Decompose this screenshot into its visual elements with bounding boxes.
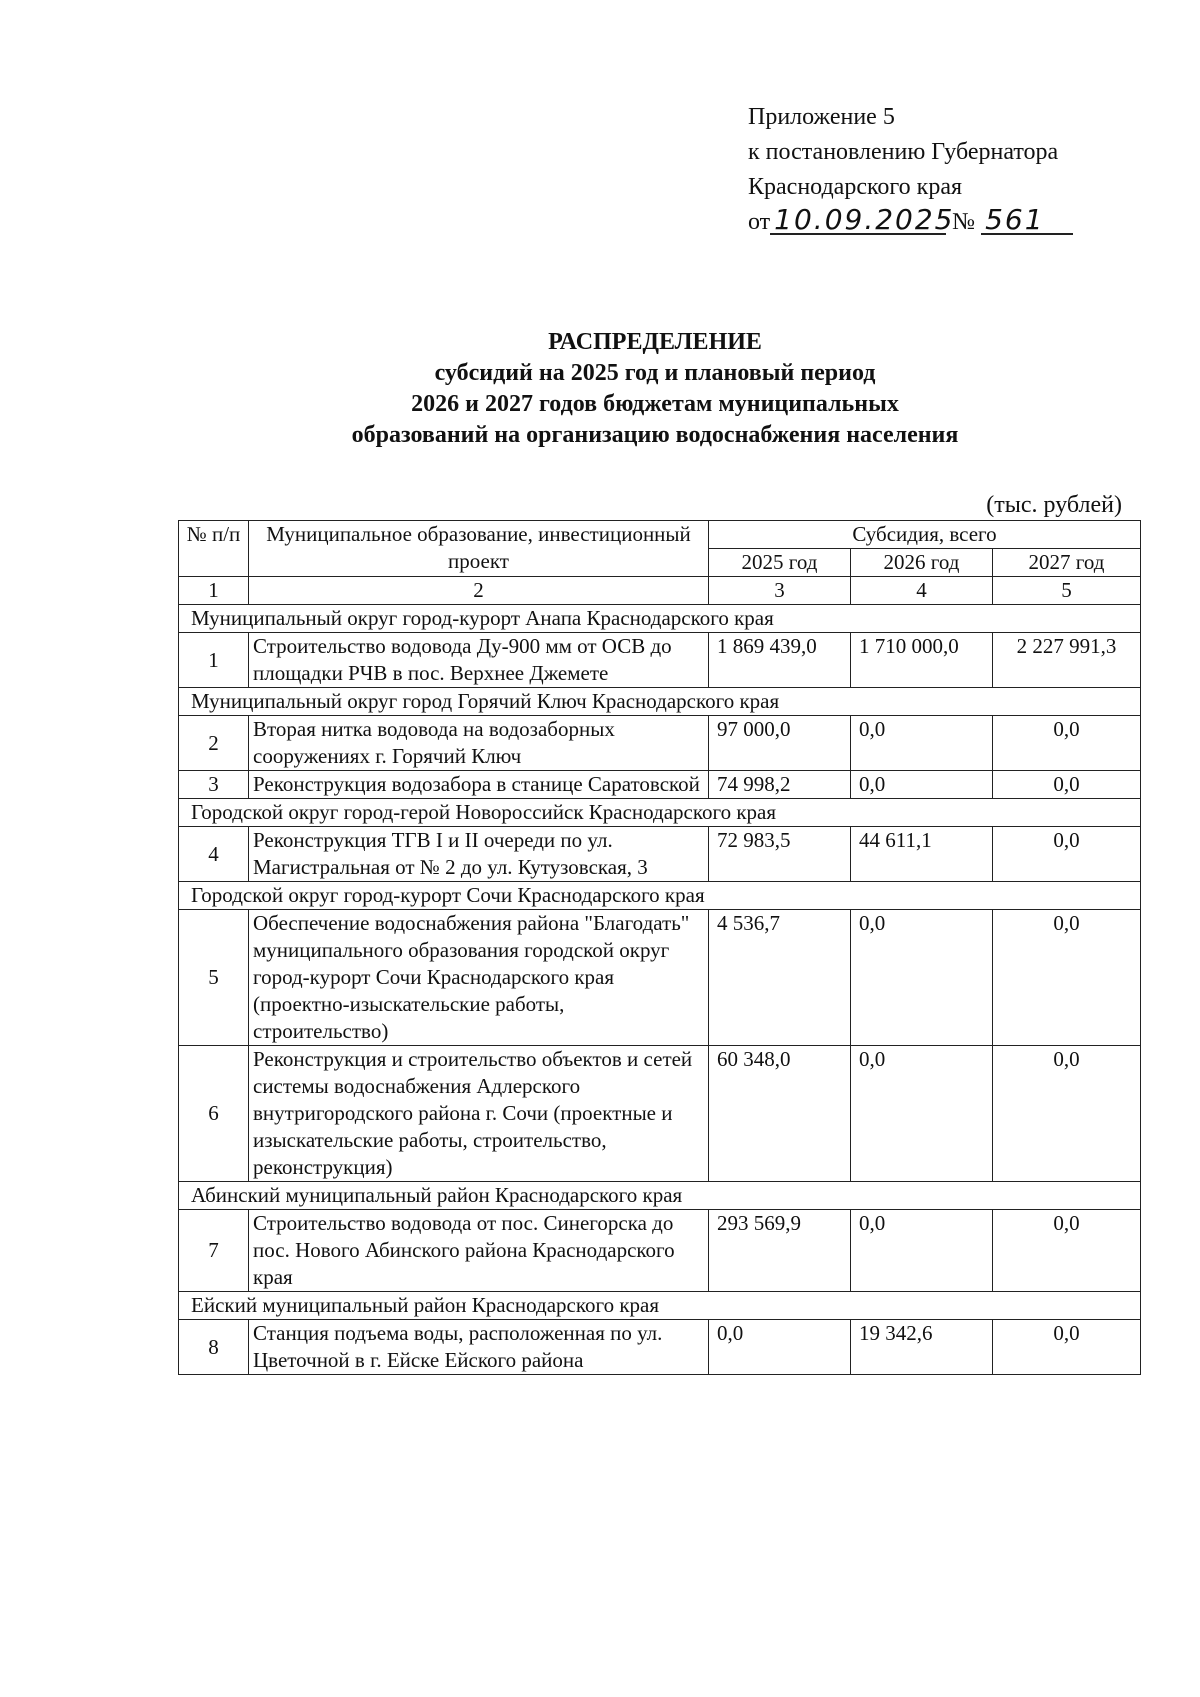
document-title: [0, 327, 1200, 451]
value-2025: 72 983,5: [709, 827, 851, 882]
colnum-3: 3: [709, 577, 851, 605]
table-row: [179, 633, 1141, 688]
value-2026: 0,0: [851, 1210, 993, 1292]
colnum-4: 4: [851, 577, 993, 605]
table-header-row: [179, 521, 1141, 549]
value-2026: 19 342,6: [851, 1320, 993, 1375]
project-name: Станция подъема воды, расположенная по ул. Цветочной в г. Ейске Ейского района: [249, 1320, 709, 1375]
value-2025: 97 000,0: [709, 716, 851, 771]
project-name: Обеспечение водоснабжения района "Благодать" муниципального образования городской округ город-курорт Сочи Краснодарского края (проектно-изыскательские работы, строительство): [249, 910, 709, 1046]
date-number-line: [748, 205, 1188, 240]
section-title: Абинский муниципальный район Краснодарского края: [179, 1182, 1141, 1210]
project-name: Строительство водовода Ду-900 мм от ОСВ до площадки РЧВ в пос. Верхнее Джемете: [249, 633, 709, 688]
value-2025: 4 536,7: [709, 910, 851, 1046]
row-number: 7: [179, 1210, 249, 1292]
decree-date: 10.09.2025: [770, 207, 946, 235]
header-no: № п/п: [179, 521, 249, 577]
section-row: [179, 1182, 1141, 1210]
title-line-2: субсидий на 2025 год и плановый период: [434, 360, 876, 386]
section-row: [179, 688, 1141, 716]
project-name: Реконструкция и строительство объектов и сетей системы водоснабжения Адлерского внутригородского района г. Сочи (проектные и изыскательские работы, строительство, реконструкция): [249, 1046, 709, 1182]
section-title: Городской округ город-герой Новороссийск Краснодарского края: [179, 799, 1141, 827]
table-row: [179, 716, 1141, 771]
value-2027: 0,0: [993, 1320, 1141, 1375]
value-2026: 0,0: [851, 716, 993, 771]
section-row: [179, 1292, 1141, 1320]
decree-line: к постановлению Губернатора: [748, 139, 1059, 165]
value-2027: 2 227 991,3: [993, 633, 1141, 688]
header-2027: 2027 год: [993, 549, 1141, 577]
number-label: №: [952, 209, 976, 235]
value-2027: 0,0: [993, 1210, 1141, 1292]
value-2027: 0,0: [993, 716, 1141, 771]
row-number: 3: [179, 771, 249, 799]
value-2027: 0,0: [993, 771, 1141, 799]
table-row: [179, 827, 1141, 882]
row-number: 5: [179, 910, 249, 1046]
title-line-3: 2026 и 2027 годов бюджетам муниципальных: [411, 391, 899, 417]
value-2027: 0,0: [993, 910, 1141, 1046]
value-2026: 0,0: [851, 771, 993, 799]
header-2025: 2025 год: [709, 549, 851, 577]
value-2025: 0,0: [709, 1320, 851, 1375]
row-number: 6: [179, 1046, 249, 1182]
colnum-5: 5: [993, 577, 1141, 605]
subsidy-table: [178, 520, 1141, 1375]
title-line-4: образований на организацию водоснабжения населения: [351, 422, 959, 448]
row-number: 8: [179, 1320, 249, 1375]
title-line-1: РАСПРЕДЕЛЕНИЕ: [548, 329, 762, 355]
section-title: Городской округ город-курорт Сочи Краснодарского края: [179, 882, 1141, 910]
colnum-2: 2: [249, 577, 709, 605]
project-name: Вторая нитка водовода на водозаборных сооружениях г. Горячий Ключ: [249, 716, 709, 771]
value-2025: 60 348,0: [709, 1046, 851, 1182]
project-name: Реконструкция ТГВ I и II очереди по ул. Магистральная от № 2 до ул. Кутузовская, 3: [249, 827, 709, 882]
project-name: Строительство водовода от пос. Синегорска до пос. Нового Абинского района Краснодарского края: [249, 1210, 709, 1292]
row-number: 2: [179, 716, 249, 771]
header-total: Субсидия, всего: [709, 521, 1141, 549]
value-2025: 74 998,2: [709, 771, 851, 799]
value-2026: 44 611,1: [851, 827, 993, 882]
region-line: Краснодарского края: [748, 174, 963, 200]
value-2025: 293 569,9: [709, 1210, 851, 1292]
table-row: [179, 910, 1141, 1046]
table-row: [179, 1210, 1141, 1292]
header-name: Муниципальное образование, инвестиционный проект: [249, 521, 709, 577]
value-2026: 0,0: [851, 1046, 993, 1182]
appendix-line: Приложение 5: [748, 104, 895, 130]
table-row: [179, 1320, 1141, 1375]
value-2027: 0,0: [993, 1046, 1141, 1182]
section-row: [179, 882, 1141, 910]
project-name: Реконструкция водозабора в станице Саратовской: [249, 771, 709, 799]
section-title: Ейский муниципальный район Краснодарского края: [179, 1292, 1141, 1320]
section-title: Муниципальный округ город Горячий Ключ Краснодарского края: [179, 688, 1141, 716]
value-2025: 1 869 439,0: [709, 633, 851, 688]
table-row: [179, 771, 1141, 799]
column-number-row: [179, 577, 1141, 605]
table-row: [179, 1046, 1141, 1182]
units-label: (тыс. рублей): [986, 492, 1122, 518]
value-2026: 0,0: [851, 910, 993, 1046]
row-number: 1: [179, 633, 249, 688]
colnum-1: 1: [179, 577, 249, 605]
row-number: 4: [179, 827, 249, 882]
decree-number: 561: [981, 207, 1073, 235]
section-row: [179, 605, 1141, 633]
section-row: [179, 799, 1141, 827]
value-2027: 0,0: [993, 827, 1141, 882]
header-2026: 2026 год: [851, 549, 993, 577]
value-2026: 1 710 000,0: [851, 633, 993, 688]
section-title: Муниципальный округ город-курорт Анапа Краснодарского края: [179, 605, 1141, 633]
approval-header: [748, 100, 1188, 240]
from-label: от: [748, 209, 771, 235]
